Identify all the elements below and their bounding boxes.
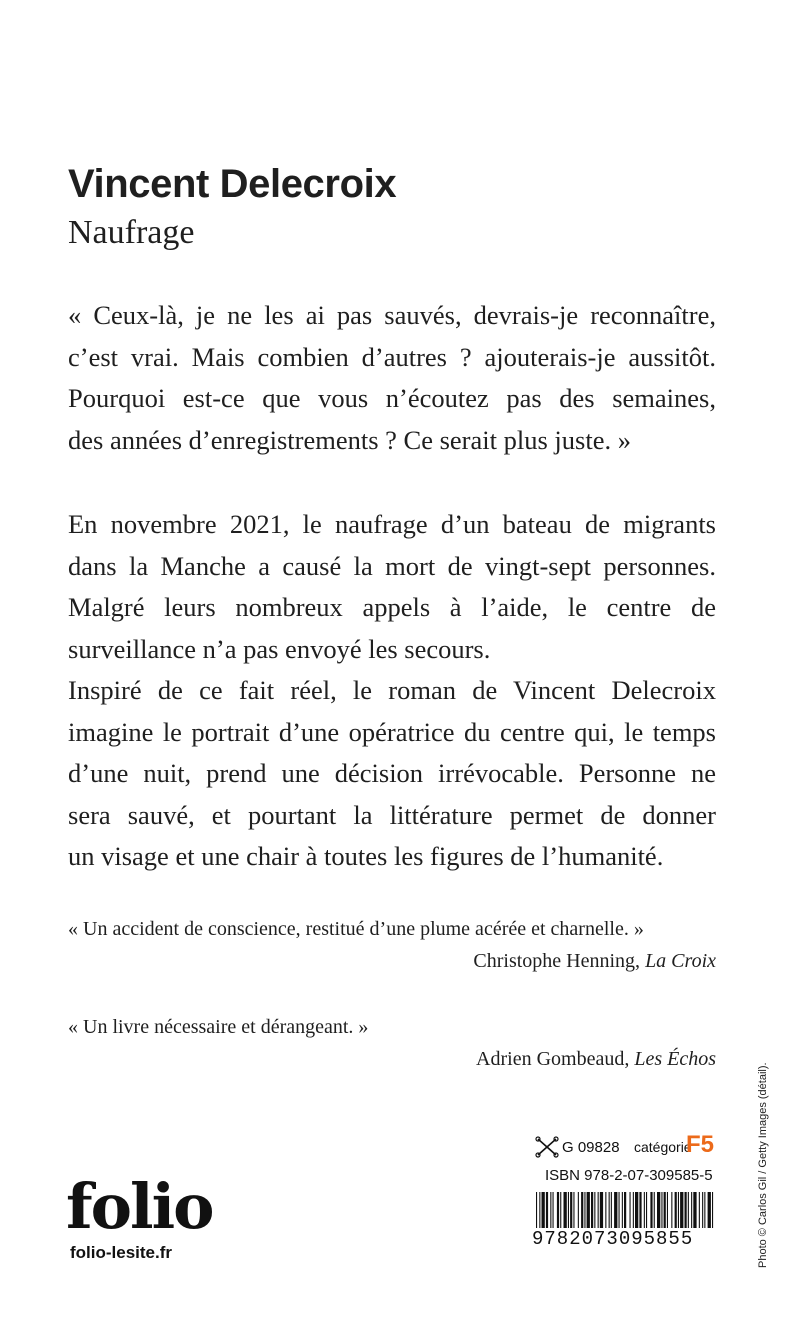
isbn: ISBN 978-2-07-309585-5	[545, 1167, 713, 1184]
press-quote-source	[68, 1043, 716, 1075]
price-symbol-icon	[534, 1136, 560, 1158]
summary-line: dans la Manche a causé la mort de vingt-sept personnes.	[68, 550, 716, 581]
summary-line: Malgré leurs nombreux appels à l’aide, le centre de	[68, 592, 716, 622]
press-critic-name: Christophe Henning,	[473, 950, 646, 972]
press-quote-block	[68, 913, 716, 977]
quote-line: « Ceux-là, je ne les ai pas sauvés, devrais-je reconnaître,	[68, 300, 716, 330]
summary-line: un visage et une chair à toutes les figures de l’humanité.	[68, 841, 664, 871]
photo-credit: Photo © Carlos Gil / Getty Images (détail).	[757, 1062, 769, 1268]
quote-line: c’est vrai. Mais combien d’autres ? ajouterais-je aussitôt.	[68, 341, 716, 372]
press-quote-block	[68, 1011, 716, 1075]
summary-line: d’une nuit, prend une décision irrévocable. Personne ne	[68, 758, 716, 788]
barcode	[532, 1192, 716, 1248]
press-quote-source	[68, 945, 716, 977]
press-publication: La Croix	[645, 950, 716, 972]
price-code: G 09828	[562, 1139, 620, 1156]
barcode-number: 9782073095855	[532, 1228, 716, 1250]
summary-line: Inspiré de ce fait réel, le roman de Vincent Delecroix	[68, 675, 716, 705]
price-code-line	[534, 1131, 716, 1161]
summary-line: imagine le portrait d’une opératrice du centre qui, le temps	[68, 716, 716, 747]
press-quote-text: « Un livre nécessaire et dérangeant. »	[68, 1016, 369, 1038]
category-label: catégorie	[634, 1139, 692, 1155]
book-summary	[68, 504, 716, 878]
press-critic-name: Adrien Gombeaud,	[476, 1048, 635, 1070]
author-name: Vincent Delecroix	[68, 162, 397, 206]
opening-quote	[68, 295, 716, 461]
press-quote-text: « Un accident de conscience, restitué d’une plume acérée et charnelle. »	[68, 918, 644, 940]
press-publication: Les Échos	[634, 1048, 716, 1070]
summary-line: En novembre 2021, le naufrage d’un bateau de migrants	[68, 509, 716, 539]
publisher-website: folio-lesite.fr	[70, 1243, 173, 1262]
book-title: Naufrage	[68, 214, 195, 251]
quote-line: des années d’enregistrements ? Ce serait plus juste. »	[68, 424, 631, 455]
publisher-logo: folio	[66, 1170, 213, 1243]
quote-line: Pourquoi est-ce que vous n’écoutez pas des semaines,	[68, 383, 716, 413]
category-code: F5	[686, 1131, 715, 1158]
summary-line: surveillance n’a pas envoyé les secours.	[68, 633, 491, 664]
summary-line: sera sauvé, et pourtant la littérature permet de donner	[68, 799, 716, 830]
